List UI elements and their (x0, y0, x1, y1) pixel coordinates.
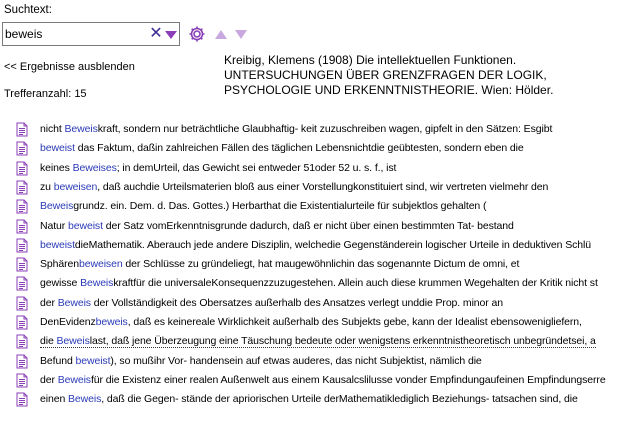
triangle-up-icon[interactable] (214, 28, 228, 40)
hit-count: Trefferanzahl: 15 (4, 88, 87, 100)
search-hit: beweist (68, 219, 103, 232)
search-hit: beweist (40, 238, 75, 251)
search-hit: Beweis (57, 373, 91, 386)
result-snippet (40, 297, 503, 309)
snippet-text: , daß es keinereale Wirklichkeit außerhalb des Subjekts gebe, kann der Idealist ebensowenigliefern, (127, 316, 582, 328)
document-icon (16, 296, 28, 311)
document-icon (16, 180, 28, 195)
document-icon (16, 219, 28, 234)
snippet-text: für die Existenz einer realen Außenwelt aus einem Kausalcslilusse vonder Empfindungaufeinen Empfindungserre (90, 373, 606, 386)
citation-line: Kreibig, Klemens (1908) Die intellektuellen Funktionen. (224, 53, 517, 67)
list-item[interactable] (0, 159, 625, 179)
snippet-text: Befund (40, 354, 76, 367)
document-icon (16, 354, 28, 369)
citation-line: PSYCHOLOGIE UND ERKENNTNISTHEORIE. Wien: Hölder. (224, 83, 554, 97)
document-icon (16, 161, 28, 176)
snippet-text: , daß auchdie Urteilsmaterien bloß aus einer Vorstellungkonstituiert sind, wir vertreten vielmehr den (97, 180, 549, 193)
snippet-text: der Schlüsse zu gründeliegt, hat maugewöhnlichin das sogenannte Dictum de omni, et (122, 258, 520, 271)
list-item[interactable] (0, 178, 625, 198)
snippet-text: der Vollständigkeit des Obersatzes außerhalb des Ansatzes verlegt unddie Prop. minor an (90, 296, 503, 309)
list-item[interactable] (0, 332, 625, 352)
chevron-down-icon[interactable] (164, 28, 178, 42)
search-hit: beweisen (79, 258, 123, 271)
document-icon (16, 199, 28, 214)
result-snippet (40, 277, 598, 289)
document-icon (16, 122, 28, 137)
list-item[interactable] (0, 236, 625, 256)
result-snippet (40, 355, 482, 367)
result-snippet (40, 393, 578, 405)
document-icon (16, 334, 28, 349)
search-input[interactable] (5, 25, 145, 43)
snippet-text: DenEvidenz (40, 316, 96, 328)
list-item[interactable] (0, 371, 625, 391)
list-item[interactable] (0, 352, 625, 372)
result-snippet (40, 162, 396, 174)
result-snippet (40, 335, 596, 348)
search-hit: Beweis (64, 123, 98, 135)
search-hit: Beweis (80, 277, 114, 290)
snippet-text: nicht (40, 123, 65, 135)
document-icon (16, 238, 28, 253)
snippet-text: das Faktum, daßin zahlreichen Fällen des täglichen Lebensnichtdie geübtesten, sondern eben die (74, 142, 524, 155)
snippet-text: ; in demUrteil, das Gewicht sei entweder 51oder 52 u. s. f., ist (116, 161, 397, 174)
search-hit: Beweis (68, 393, 102, 406)
search-hit: Beweises (72, 161, 117, 174)
result-snippet (40, 123, 552, 135)
snippet-text: Sphären (40, 258, 79, 271)
document-icon (16, 276, 28, 291)
snippet-text: der Satz vomErkenntnisgrunde dadurch, daß er nicht über einen bestimmten Tat- bestand (102, 219, 514, 232)
snippet-text: gewisse (40, 277, 81, 290)
list-item[interactable] (0, 313, 625, 333)
document-icon (16, 257, 28, 272)
document-icon (16, 141, 28, 156)
snippet-text: , daß die Gegen- stände der apriorischen Urteile derMathematiklediglich Beziehungs- tatsachen sind, die (101, 393, 578, 406)
result-snippet (40, 374, 606, 386)
result-snippet (40, 316, 582, 328)
snippet-text: ), so mußihr Vor- handensein auf etwas auderes, das nicht Subjektist, nämlich die (110, 354, 482, 367)
hide-results-link[interactable]: << Ergebnisse ausblenden (4, 61, 135, 73)
result-snippet (40, 239, 591, 251)
document-icon (16, 373, 28, 388)
result-snippet (40, 200, 486, 212)
search-hit: beweis (95, 316, 128, 328)
snippet-text: die (40, 335, 57, 348)
snippet-text: kraftfür die universaleKonsequenzzuzugestehen. Allein auch diese krummen Wegehalten der Kritik nicht st (113, 277, 598, 290)
citation-line: UNTERSUCHUNGEN ÜBER GRENZFRAGEN DER LOGIK, (224, 68, 547, 82)
search-hit: beweisen (53, 180, 98, 193)
document-icon (16, 315, 28, 330)
snippet-text: kraft, sondern nur beträchtliche Glaubhaftig- keit zuzuschreiben wagen, gipfelt in den Sätzen: Esgibt (97, 123, 553, 135)
result-snippet (40, 258, 519, 270)
search-hit: Beweis (57, 296, 91, 309)
search-hit: beweist (75, 354, 111, 367)
result-snippet (40, 142, 524, 154)
snippet-text: last, daß jene Überzeugung eine Täuschung bedeute oder wenigstens erkenntnistheoretisch unbegründetsei, a (89, 335, 596, 348)
list-item[interactable] (0, 255, 625, 275)
citation (224, 53, 624, 98)
list-item[interactable] (0, 120, 625, 140)
list-item[interactable] (0, 274, 625, 294)
snippet-text: einen (40, 393, 69, 406)
search-hit: Beweis (40, 200, 74, 213)
snippet-text: zu (40, 180, 54, 193)
search-hit: beweist (40, 142, 75, 155)
list-item[interactable] (0, 294, 625, 314)
result-snippet (40, 181, 548, 193)
snippet-text: grundz. ein. Dem. d. Das. Gottes.) Herbarthat die Existentialurteile für subjektlos gehalten ( (73, 200, 487, 213)
snippet-text: dieMathematik. Aberauch jede andere Disziplin, welchedie Gegenständerein logischer Urteile in deduktiven Schlü (74, 238, 591, 251)
snippet-text: Natur (40, 219, 68, 232)
list-item[interactable] (0, 217, 625, 237)
result-snippet (40, 220, 514, 232)
document-icon (16, 392, 28, 407)
close-icon[interactable]: ✕ (149, 25, 163, 42)
search-field[interactable] (2, 22, 180, 46)
snippet-text: der (40, 373, 58, 386)
search-hit: Beweis (56, 335, 90, 348)
list-item[interactable] (0, 390, 625, 410)
list-item[interactable] (0, 139, 625, 159)
snippet-text: der (40, 296, 58, 309)
search-label: Suchtext: (4, 4, 52, 16)
snippet-text: keines (40, 161, 73, 174)
triangle-down-icon[interactable] (234, 28, 248, 40)
gear-icon[interactable] (188, 25, 206, 43)
list-item[interactable] (0, 197, 625, 217)
